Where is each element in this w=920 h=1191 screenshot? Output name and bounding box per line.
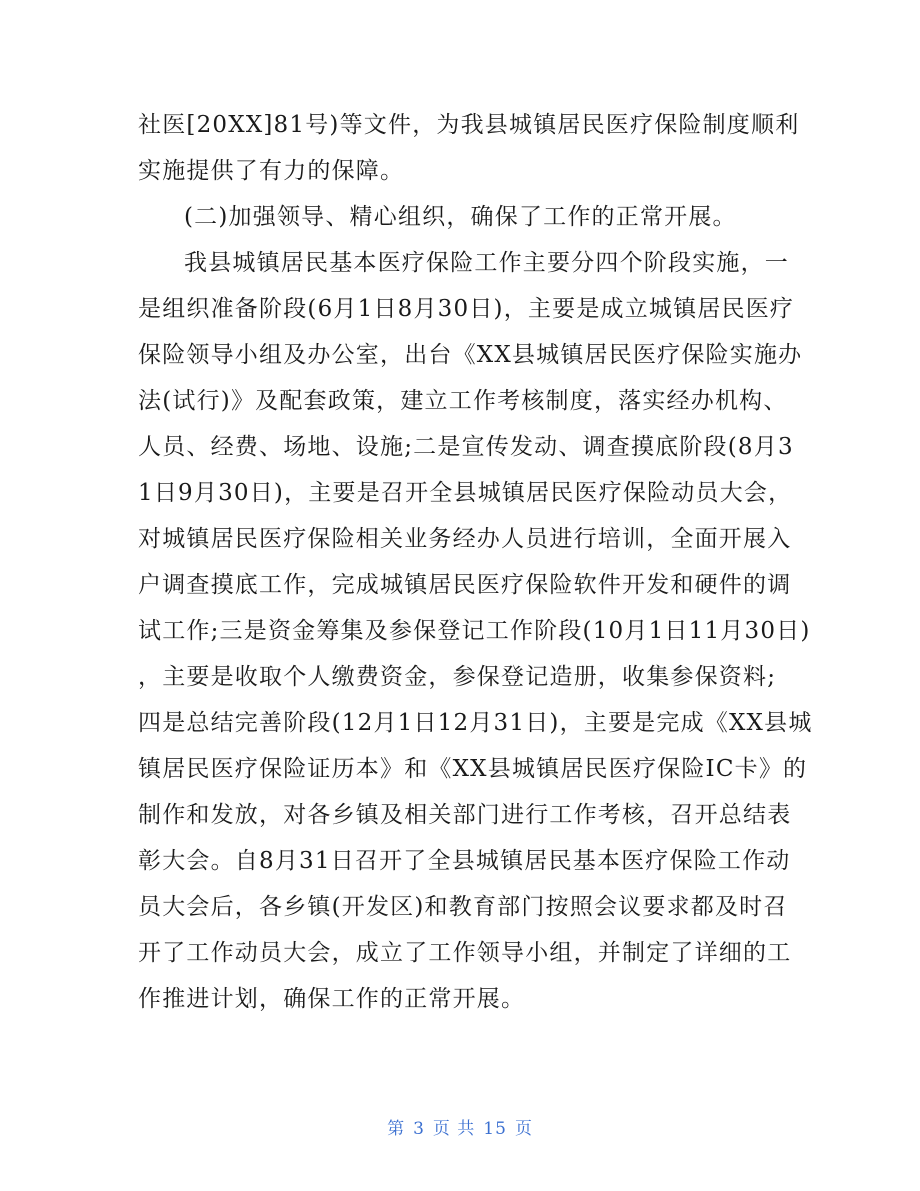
page-footer: [0, 1114, 920, 1139]
page-footer-prefix: 第: [387, 1119, 406, 1139]
text-line: 社医[20XX]81号)等文件，为我县城镇居民医疗保险制度顺利: [138, 112, 800, 138]
page-footer-middle: 页 共: [432, 1119, 476, 1139]
text-line: 员大会后，各乡镇(开发区)和教育部门按照会议要求都及时召: [138, 894, 788, 920]
text-line: 对城镇居民医疗保险相关业务经办人员进行培训，全面开展入: [138, 526, 792, 552]
text-line: ，主要是收取个人缴费资金，参保登记造册，收集参保资料;: [138, 664, 777, 690]
text-line: 实施提供了有力的保障。: [138, 158, 405, 184]
text-line: 四是总结完善阶段(12月1日12月31日)，主要是完成《XX县城: [138, 710, 813, 736]
current-page-number: 3: [413, 1119, 425, 1139]
text-line: 法(试行)》及配套政策，建立工作考核制度，落实经办机构、: [138, 388, 788, 414]
text-line: 1日9月30日)，主要是召开全县城镇居民医疗保险动员大会，: [138, 480, 793, 506]
text-line: 户调查摸底工作，完成城镇居民医疗保险软件开发和硬件的调: [138, 572, 792, 598]
text-line: 开了工作动员大会，成立了工作领导小组，并制定了详细的工: [138, 940, 792, 966]
text-line: 我县城镇居民基本医疗保险工作主要分四个阶段实施，一: [184, 250, 789, 276]
text-line: 作推进计划，确保工作的正常开展。: [138, 986, 526, 1012]
text-line: 是组织准备阶段(6月1日8月30日)，主要是成立城镇居民医疗: [138, 296, 795, 322]
total-pages-number: 15: [483, 1119, 507, 1139]
text-line: 保险领导小组及办公室，出台《XX县城镇居民医疗保险实施办: [138, 342, 803, 368]
text-line: 人员、经费、场地、设施;二是宣传发动、调查摸底阶段(8月3: [138, 434, 794, 460]
text-line: 镇居民医疗保险证历本》和《XX县城镇居民医疗保险IC卡》的: [138, 756, 808, 782]
text-line: 试工作;三是资金筹集及参保登记工作阶段(10月1日11月30日): [138, 618, 811, 644]
body-text: [138, 102, 813, 1022]
page-footer-suffix: 页: [514, 1119, 533, 1139]
text-line: 彰大会。自8月31日召开了全县城镇居民基本医疗保险工作动: [138, 848, 791, 874]
text-line: 制作和发放，对各乡镇及相关部门进行工作考核，召开总结表: [138, 802, 792, 828]
section-heading: (二)加强领导、精心组织，确保了工作的正常开展。: [184, 204, 737, 230]
